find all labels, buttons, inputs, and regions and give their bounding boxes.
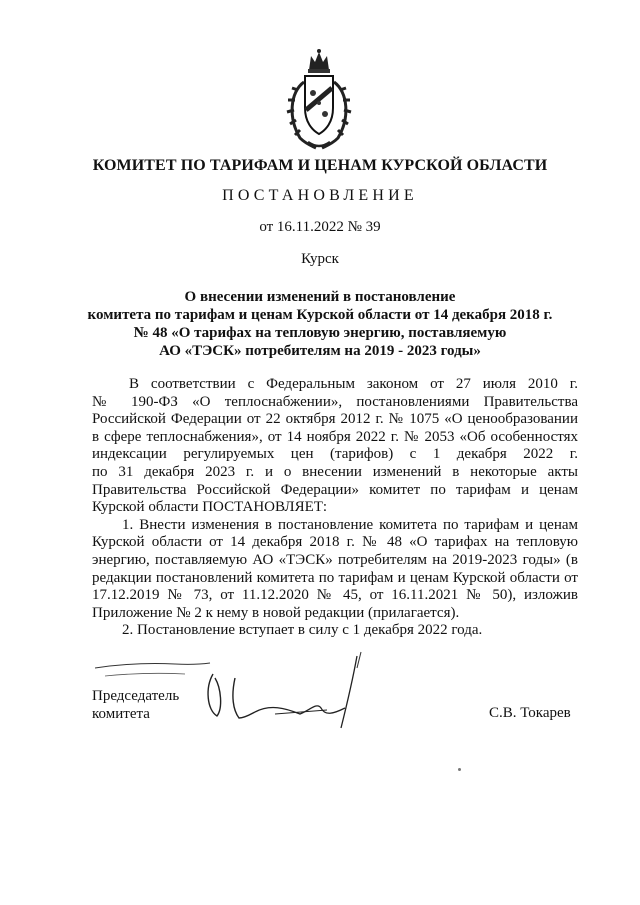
body-line: редакции постановлений комитета по тарифам и ценам Курской области от	[92, 569, 578, 586]
title-line: АО «ТЭСК» потребителям на 2019 - 2023 годы»	[159, 343, 481, 359]
signatory-position-line: комитета	[92, 706, 150, 722]
body-line: по 31 декабря 2023 г. и о внесении изменений в некоторые акты	[92, 463, 578, 480]
body-line: Российской Федерации от 22 октября 2012 г. № 1075 «О ценообразовании	[92, 411, 578, 428]
document-body	[92, 376, 578, 640]
body-line: энергию, поставляемую АО «ТЭСК» потребителям на 2019-2023 годы» (в	[92, 551, 578, 568]
document-title	[0, 288, 640, 360]
date-and-number: от 16.11.2022 № 39	[259, 219, 381, 235]
signatory-position	[92, 687, 179, 723]
body-line: Приложение № 2 к нему в новой редакции (прилагается).	[92, 604, 460, 621]
signatory-name: С.В. Токарев	[489, 705, 571, 721]
body-line: 1. Внести изменения в постановление комитета по тарифам и ценам	[122, 516, 578, 533]
title-line: комитета по тарифам и ценам Курской области от 14 декабря 2018 г.	[87, 307, 553, 323]
body-line: 17.12.2019 № 73, от 11.12.2020 № 45, от 16.11.2021 № 50), изложив	[92, 587, 578, 604]
body-line: 2. Постановление вступает в силу с 1 декабря 2022 года.	[122, 622, 483, 639]
document-type: ПОСТАНОВЛЕНИЕ	[222, 187, 418, 204]
organization-name: КОМИТЕТ ПО ТАРИФАМ И ЦЕНАМ КУРСКОЙ ОБЛАСТИ	[92, 157, 548, 174]
body-line: индексации регулируемых цен (тарифов) с 1 декабря 2022 г.	[92, 446, 578, 463]
body-line: Курской области ПОСТАНОВЛЯЕТ:	[92, 499, 328, 516]
body-line: № 190-ФЗ «О теплоснабжении», постановлениями Правительства	[92, 393, 578, 410]
signatory-position-line: Председатель	[92, 688, 180, 704]
body-line: В соответствии с Федеральным законом от 27 июля 2010 г.	[129, 376, 578, 392]
title-line: № 48 «О тарифах на тепловую энергию, поставляемую	[133, 325, 507, 341]
body-line: Курской области от 14 декабря 2018 г. № 48 «О тарифах на тепловую	[92, 534, 578, 551]
title-line: О внесении изменений в постановление	[184, 289, 456, 305]
body-line: Правительства Российской Федерации» комитет по тарифам и ценам	[92, 481, 578, 498]
city: Курск	[301, 251, 339, 267]
coat-of-arms-emblem	[282, 48, 356, 152]
scan-speck	[458, 768, 461, 771]
body-line: в сфере теплоснабжения», от 14 ноября 2022 г. № 2053 «Об особенностях	[92, 428, 578, 445]
